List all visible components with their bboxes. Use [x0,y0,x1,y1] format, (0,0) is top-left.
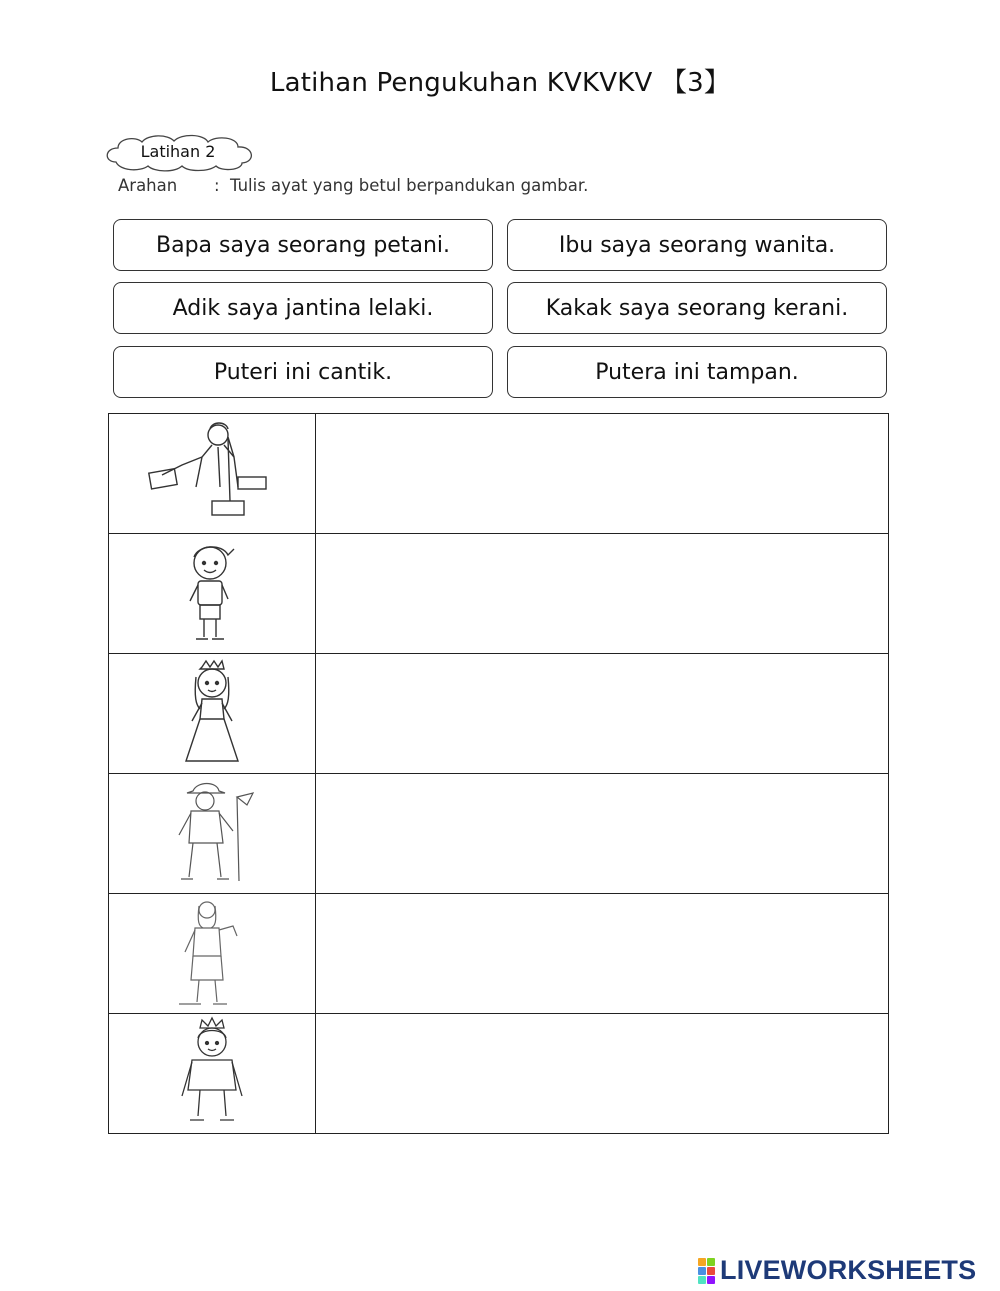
table-row [109,654,889,774]
answer-cell[interactable] [316,1014,889,1134]
section-cloud-label [102,132,257,172]
table-row [109,414,889,534]
sentence-card[interactable]: Kakak saya seorang kerani. [507,282,887,334]
instruction-colon: : [214,176,220,195]
table-row [109,894,889,1014]
sentence-card[interactable]: Ibu saya seorang wanita. [507,219,887,271]
page-title: Latihan Pengukuhan KVKVKV 【3】 [269,68,731,98]
boy-illustration [152,537,272,647]
answer-cell[interactable] [316,894,889,1014]
liveworksheets-logo [698,1255,976,1286]
answer-cell[interactable] [316,534,889,654]
farmer-illustration [147,777,277,887]
picture-cell [109,534,316,654]
answer-table [108,413,889,1134]
prince-illustration [152,1016,272,1128]
picture-cell [109,1014,316,1134]
answer-cell[interactable] [316,774,889,894]
sentence-card[interactable]: Adik saya jantina lelaki. [113,282,493,334]
princess-illustration [152,657,272,767]
table-row [109,1014,889,1134]
table-row [109,774,889,894]
logo-text: LIVEWORKSHEETS [720,1255,977,1285]
picture-cell [109,654,316,774]
instruction-text: Tulis ayat yang betul berpandukan gambar. [230,176,589,195]
sentence-card[interactable]: Puteri ini cantik. [113,346,493,398]
section-label: Latihan 2 [140,142,216,161]
answer-cell[interactable] [316,654,889,774]
sentence-card[interactable]: Putera ini tampan. [507,346,887,398]
picture-cell [109,414,316,534]
woman-illustration [157,896,267,1008]
sentence-card[interactable]: Bapa saya seorang petani. [113,219,493,271]
logo-blocks-icon [698,1258,715,1284]
answer-cell[interactable] [316,414,889,534]
instruction-label: Arahan [118,176,178,195]
picture-cell [109,774,316,894]
table-row [109,534,889,654]
clerk-on-phone-illustration [142,417,282,527]
picture-cell [109,894,316,1014]
